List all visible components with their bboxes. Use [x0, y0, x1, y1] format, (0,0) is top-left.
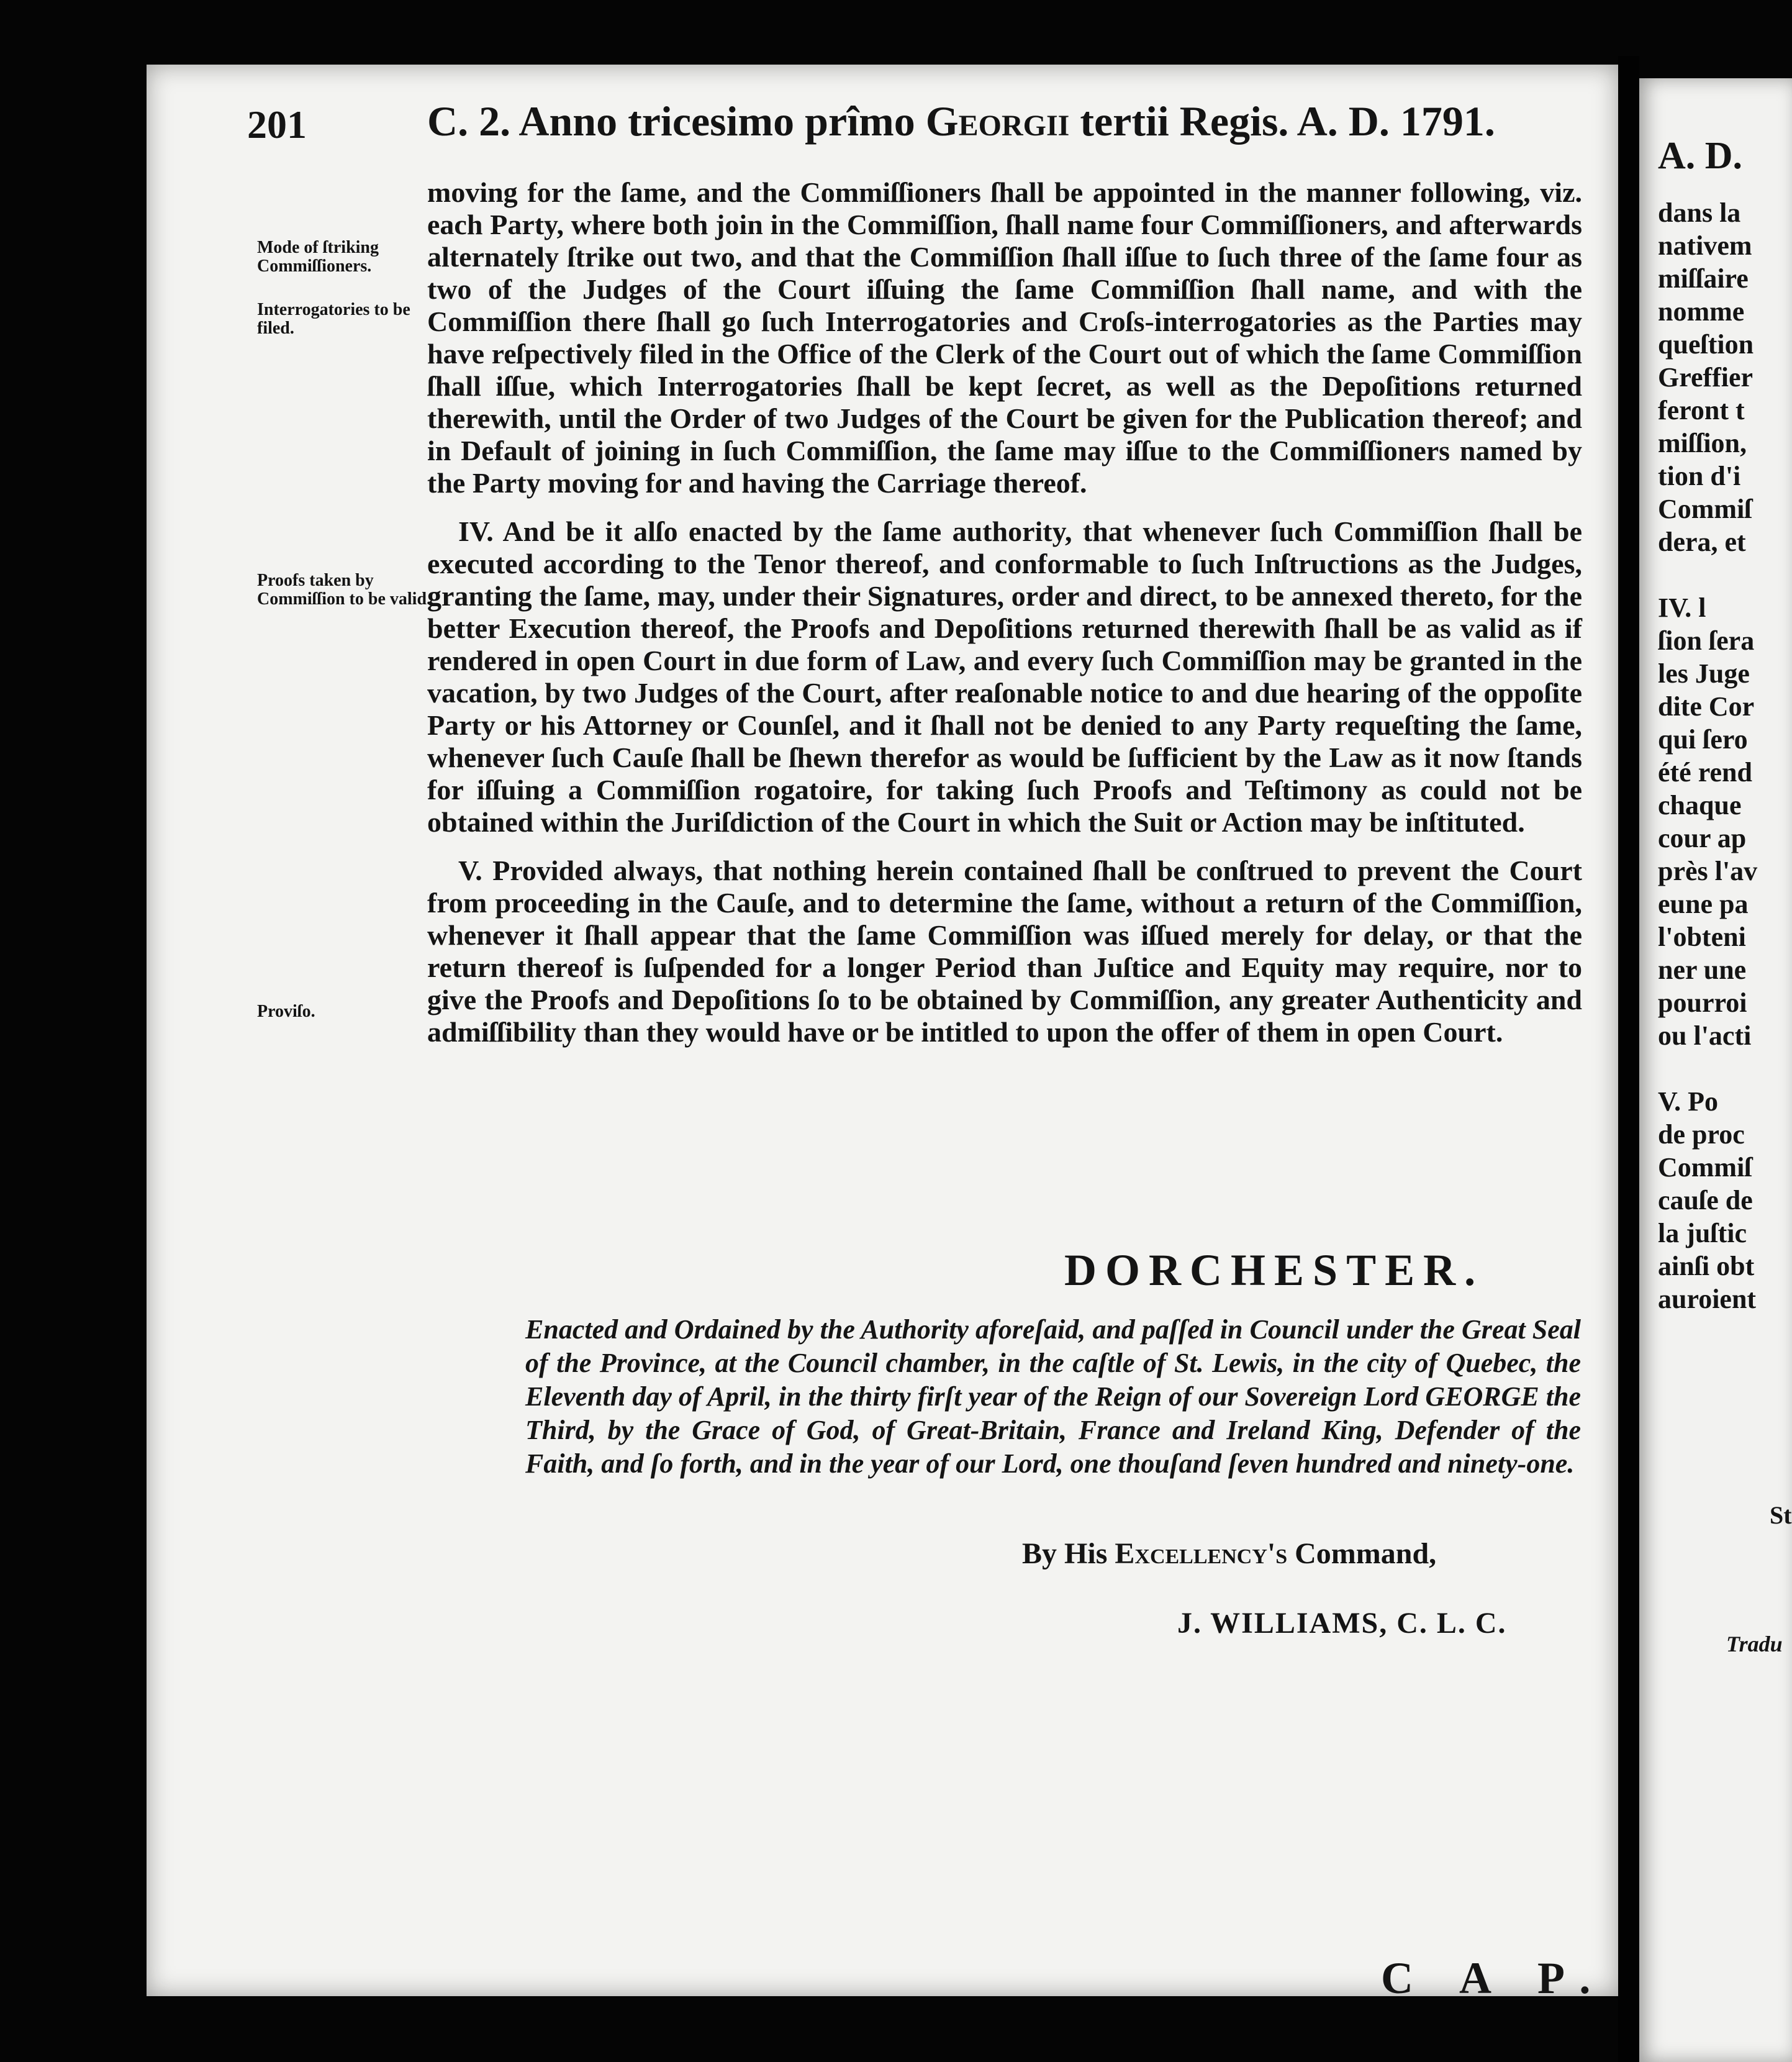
right-page-line: cour ap [1658, 823, 1747, 853]
margin-note-proofs: Proofs taken by Commiſſion to be valid. [257, 571, 432, 609]
margin-note-interrogatories: Interrogatories to be filed. [257, 300, 410, 338]
secretary-signature: J. WILLIAMS, C. L. C. [1177, 1607, 1507, 1640]
running-head-chapter: C. 2. [427, 98, 511, 145]
right-page-line: nomme [1658, 296, 1745, 327]
right-page-line [1658, 1052, 1757, 1085]
right-page-line: Greffier [1658, 362, 1754, 393]
enacted-clause: Enacted and Ordained by the Authority aforeſaid, and paſſed in Council under the Great Seal of the Province, at the Council chamber, in the caſtle of St. Lewis, in the city of Quebec, the Eleventh day of April, in the thirty firſt year of the Reign of our Sovereign Lord GEORGE the Third, by the Grace of God, of Great-Britain, France and Ireland King, Defender of the Faith, and ſo forth, and in the year of our Lord, one thouſand ſeven hundred and ninety-one. [525, 1314, 1581, 1479]
right-page-line: miſſion, [1658, 428, 1747, 458]
right-page-fragment-st: St [1770, 1501, 1792, 1529]
right-page-line: la juſtic [1658, 1218, 1747, 1248]
right-page-line: qui ſero [1658, 724, 1748, 755]
right-page-line: Commiſ [1658, 494, 1752, 524]
right-page-line: miſſaire [1658, 263, 1749, 294]
right-page-line: cauſe de [1658, 1185, 1753, 1215]
right-page-line: queſtion [1658, 329, 1754, 360]
right-page-line: ſion ſera [1658, 625, 1755, 656]
right-page-line: eune pa [1658, 889, 1749, 919]
running-head-monarch: Georgii [925, 98, 1070, 145]
running-head-smudge: îmo [847, 98, 915, 145]
running-head-year: tertii Regis. A. D. 1791. [1080, 98, 1495, 145]
right-page [1639, 78, 1792, 2062]
command-suffix: Command, [1295, 1537, 1437, 1570]
margin-note-striking: Mode of ſtriking Commiſſioners. [257, 238, 379, 276]
right-page-line: tion d'i [1658, 461, 1741, 491]
right-page-line: près l'av [1658, 856, 1758, 886]
right-page-line: ner une [1658, 955, 1747, 985]
right-page-line: dite Cor [1658, 691, 1755, 722]
right-page-text [1658, 196, 1757, 1315]
right-page-line: chaque [1658, 790, 1742, 820]
page-number: 201 [247, 102, 307, 147]
left-page-content [147, 65, 1618, 2003]
paragraph-section-v: V. Provided always, that nothing herein contained ſhall be conſtrued to prevent the Court from proceeding in the Cauſe, and to determine the ſame, without a return of the Commiſſion, whenever it ſhall appear that the ſame Commiſſion was iſſued merely for delay, or that the return thereof is ſuſpended for a longer Period than Juſtice and Equity may require, nor to give the Proofs and Depoſitions ſo to be obtained by Commiſſion, any greater Authenticity and admiſſibility than they would have or be intitled to upon the offer of them in open Court. [427, 855, 1582, 1048]
command-prefix: By His [1022, 1537, 1108, 1570]
paragraph-section-iv: IV. And be it alſo enacted by the ſame authority, that whenever ſuch Commiſſion ſhall be executed according to the Tenor thereof, and conformable to ſuch Inſtructions as the Judges, granting the ſame, may, under their Signatures, order and direct, to be annexed thereto, for the better Execution thereof, the Proofs and Depoſitions returned therewith ſhall be as valid as if rendered in open Court in due form of Law, and every ſuch Commiſſion may be granted in the vacation, by two Judges of the Court, after reaſonable notice to and due hearing of the oppoſite Party or his Attorney or Counſel, and it ſhall not be denied to any Party requeſting the ſame, whenever ſuch Cauſe ſhall be ſhewn therefor as would be ſufficient by the Law as it now ſtands for iſſuing a Commiſſion rogatoire, for taking ſuch Proofs and Teſtimony as could not be obtained within the Juriſdiction of the Court in which the Suit or Action may be inſtituted. [427, 516, 1582, 838]
signer-name: DORCHESTER. [1064, 1245, 1485, 1295]
right-page-line: dans la [1658, 198, 1741, 228]
main-text [427, 176, 1582, 1065]
right-page-line: ainſi obt [1658, 1251, 1755, 1281]
right-page-line: auroient [1658, 1284, 1757, 1314]
paragraph-continuation: moving for the ſame, and the Commiſſioners ſhall be appointed in the manner following, viz. each Party, where both join in the Commiſſion, ſhall name four Commiſſioners, and afterwards alternately ſtrike out two, and that the Commiſſion ſhall iſſue to ſuch three of the ſame four as two of the Judges of the Court iſſuing the ſame Commiſſion ſhall name, and with the Commiſſion there ſhall go ſuch Interrogatories and Croſs-interrogatories as the Parties may have reſpectively filed in the Office of the Clerk of the Court out of which the ſame Commiſſion ſhall iſſue, which Interrogatories ſhall be kept ſecret, as well as the Depoſitions returned therewith, until the Order of two Judges of the Court be given for the Publication thereof; and in Default of joining in ſuch Commiſſion, the ſame may iſſue to the Commiſſioners named by the Party moving for and having the Carriage thereof. [427, 176, 1582, 499]
right-page-line: nativem [1658, 230, 1752, 261]
right-page-line: V. Po [1658, 1086, 1718, 1117]
command-line [1022, 1537, 1436, 1571]
right-page-line: IV. l [1658, 593, 1706, 623]
book-gutter [1618, 56, 1639, 2062]
right-page-line: été rend [1658, 757, 1752, 788]
right-page-line: dera, et [1658, 527, 1746, 557]
right-page-fragment-trad: Tradu [1726, 1632, 1783, 1656]
right-page-line: les Juge [1658, 658, 1750, 689]
margin-note-proviso: Proviſo. [257, 1002, 315, 1021]
right-page-line: feront t [1658, 395, 1745, 425]
right-page-line: Commiſ [1658, 1152, 1752, 1183]
running-head [427, 97, 1495, 146]
right-page-line: de proc [1658, 1119, 1745, 1150]
right-page-line: pourroi [1658, 988, 1747, 1018]
right-page-line [1658, 558, 1757, 591]
right-page-line: l'obteni [1658, 922, 1746, 952]
right-page-running-head: A. D. [1658, 135, 1743, 177]
right-page-line: ou l'acti [1658, 1020, 1752, 1051]
catchword: C A P. [1381, 1953, 1609, 2003]
command-title: Excellency's [1115, 1537, 1288, 1570]
running-head-text: Anno tricesimo pr [518, 98, 848, 145]
